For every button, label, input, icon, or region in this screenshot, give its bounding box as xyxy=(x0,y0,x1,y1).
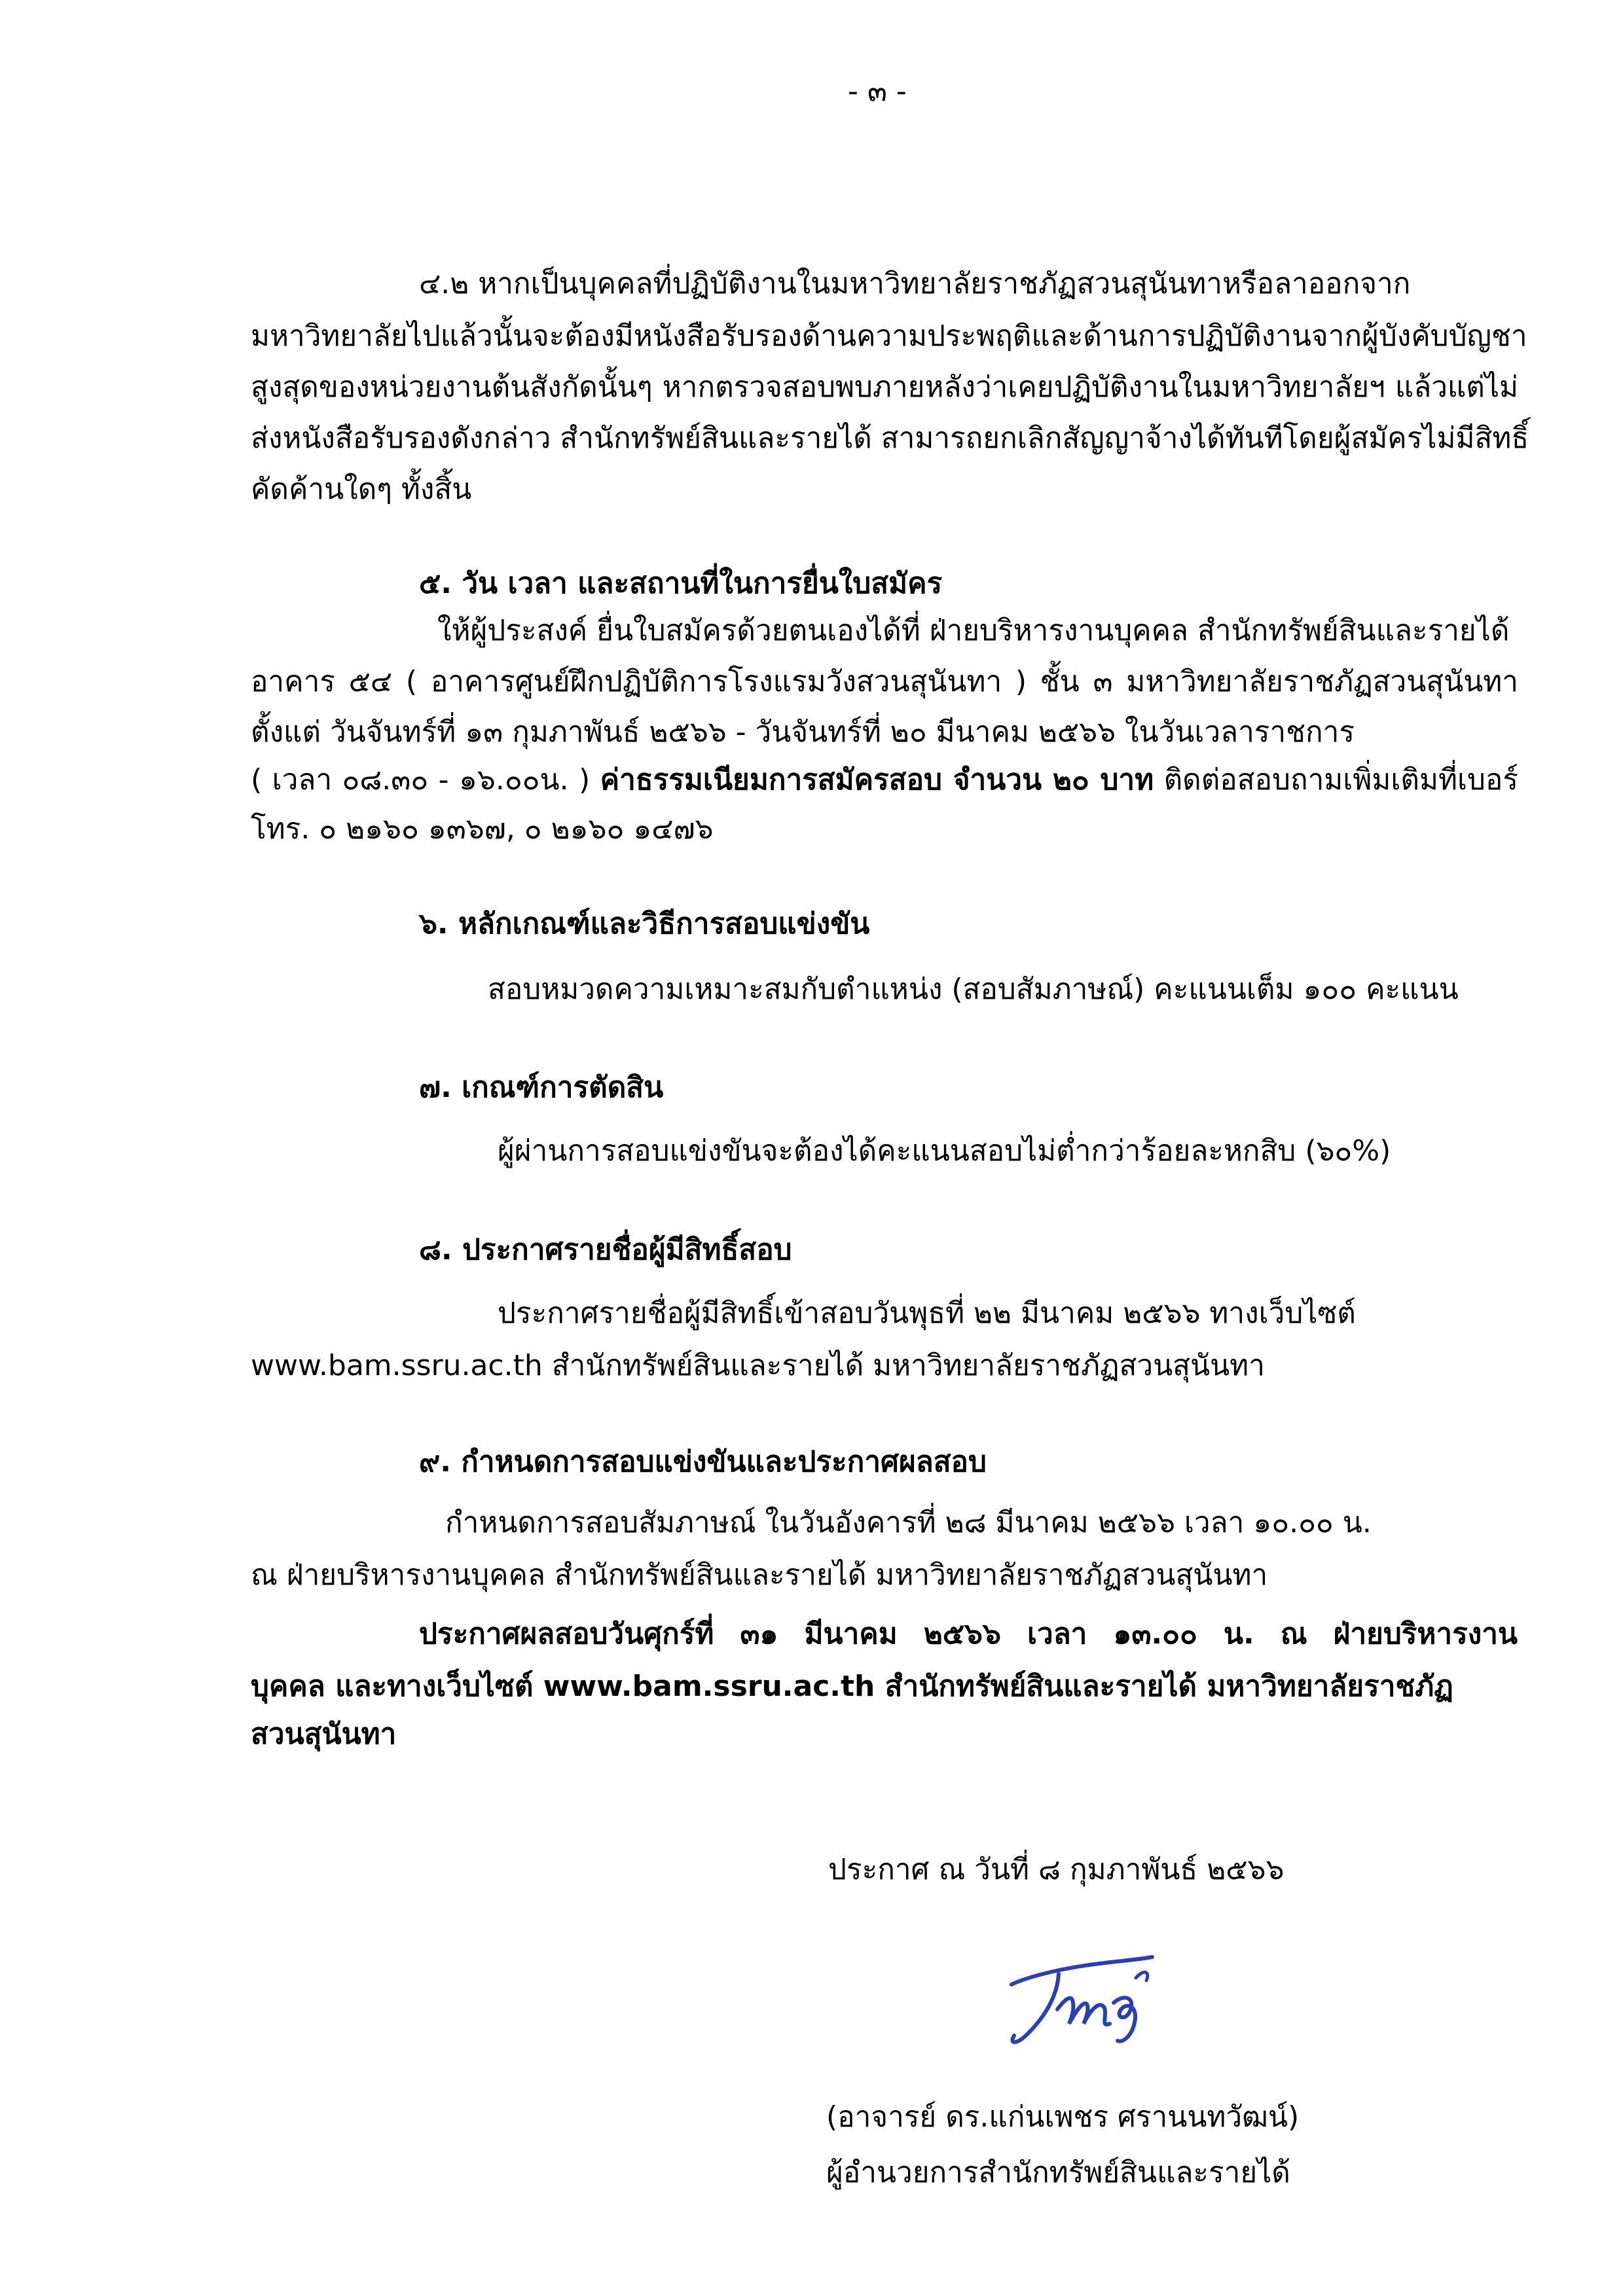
s8-heading: ๘. ประกาศรายชื่อผู้มีสิทธิ์สอบ xyxy=(419,1233,792,1266)
s9-line-1: กำหนดการสอบสัมภาษณ์ ในวันอังคารที่ ๒๘ มีนาคม ๒๕๖๖ เวลา ๑๐.๐๐ น. xyxy=(445,1506,1372,1539)
s7-heading: ๗. เกณฑ์การตัดสิน xyxy=(419,1071,664,1104)
s5-fee: ค่าธรรมเนียมการสมัครสอบ จำนวน ๒๐ บาท xyxy=(600,763,1154,797)
s42-line-2: มหาวิทยาลัยไปแล้วนั้นจะต้องมีหนังสือรับรองด้านความประพฤติและด้านการปฏิบัติงานจากผู้บังคับบัญชา xyxy=(251,319,1527,353)
s42-line-4: ส่งหนังสือรับรองดังกล่าว สำนักทรัพย์สินและรายได้ สามารถยกเลิกสัญญาจ้างได้ทันทีโดยผู้สมัครไม่มีสิทธิ์ xyxy=(251,422,1529,455)
signer-name: (อาจารย์ ดร.แก่นเพชร ศรานนทวัฒน์) xyxy=(826,2100,1300,2134)
s9-result-line-1: ประกาศผลสอบวันศุกร์ที่ ๓๑ มีนาคม ๒๕๖๖ เวลา ๑๓.๐๐ น. ณ ฝ่ายบริหารงาน xyxy=(419,1617,1518,1651)
s9-line-2: ณ ฝ่ายบริหารงานบุคคล สำนักทรัพย์สินและรายได้ มหาวิทยาลัยราชภัฏสวนสุนันทา xyxy=(251,1558,1268,1592)
s5-line-2: อาคาร ๕๔ ( อาคารศูนย์ฝึกปฏิบัติการโรงแรมวังสวนสุนันทา ) ชั้น ๓ มหาวิทยาลัยราชภัฏสวนสุนันทา xyxy=(251,665,1518,698)
s9-result-line-3: สวนสุนันทา xyxy=(251,1717,397,1751)
signer-title: ผู้อำนวยการสำนักทรัพย์สินและรายได้ xyxy=(826,2156,1290,2189)
s9-result-line-2: บุคคล และทางเว็บไซต์ www.bam.ssru.ac.th สำนักทรัพย์สินและรายได้ มหาวิทยาลัยราชภัฏ xyxy=(251,1670,1453,1703)
s5-line-1: ให้ผู้ประสงค์ ยื่นใบสมัครด้วยตนเองได้ที่ ฝ่ายบริหารงานบุคคล สำนักทรัพย์สินและรายได้ xyxy=(437,614,1510,647)
s42-line-1: ๔.๒ หากเป็นบุคคลที่ปฏิบัติงานในมหาวิทยาลัยราชภัฏสวนสุนันทาหรือลาออกจาก xyxy=(419,267,1411,300)
s7-body: ผู้ผ่านการสอบแข่งขันจะต้องได้คะแนนสอบไม่ต่ำกว่าร้อยละหกสิบ (๖๐%) xyxy=(498,1134,1391,1168)
s6-body: สอบหมวดความเหมาะสมกับตำแหน่ง (สอบสัมภาษณ์) คะแนนเต็ม ๑๐๐ คะแนน xyxy=(488,973,1459,1006)
s5-office-hours: ( เวลา ๐๘.๓๐ - ๑๖.๐๐น. ) xyxy=(251,763,600,797)
s42-line-3: สูงสุดของหน่วยงานต้นสังกัดนั้นๆ หากตรวจสอบพบภายหลังว่าเคยปฏิบัติงานในมหาวิทยาลัยฯ แล้วแต่ไม่ xyxy=(251,370,1518,404)
s5-contact: ติดต่อสอบถามเพิ่มเติมที่เบอร์ xyxy=(1154,763,1518,797)
s5-line-3: ตั้งแต่ วันจันทร์ที่ ๑๓ กุมภาพันธ์ ๒๕๖๖ - วันจันทร์ที่ ๒๐ มีนาคม ๒๕๖๖ ในวันเวลาราชการ xyxy=(251,715,1355,749)
page-number: - ๓ - xyxy=(848,75,907,108)
s5-line-4 xyxy=(251,763,1518,797)
signature xyxy=(985,1937,1175,2049)
s8-line-1: ประกาศรายชื่อผู้มีสิทธิ์เข้าสอบวันพุธที่ ๒๒ มีนาคม ๒๕๖๖ ทางเว็บไซต์ xyxy=(498,1297,1356,1330)
s5-phone: โทร. ๐ ๒๑๖๐ ๑๓๖๗, ๐ ๒๑๖๐ ๑๔๗๖ xyxy=(251,812,714,846)
s42-line-5: คัดค้านใดๆ ทั้งสิ้น xyxy=(251,473,472,506)
s6-heading: ๖. หลักเกณฑ์และวิธีการสอบแข่งขัน xyxy=(419,907,870,941)
s9-heading: ๙. กำหนดการสอบแข่งขันและประกาศผลสอบ xyxy=(419,1445,987,1479)
announce-date: ประกาศ ณ วันที่ ๘ กุมภาพันธ์ ๒๕๖๖ xyxy=(828,1853,1285,1886)
s8-line-2: www.bam.ssru.ac.th สำนักทรัพย์สินและรายได้ มหาวิทยาลัยราชภัฏสวนสุนันทา xyxy=(251,1349,1265,1382)
s5-heading: ๕. วัน เวลา และสถานที่ในการยื่นใบสมัคร xyxy=(419,567,943,600)
